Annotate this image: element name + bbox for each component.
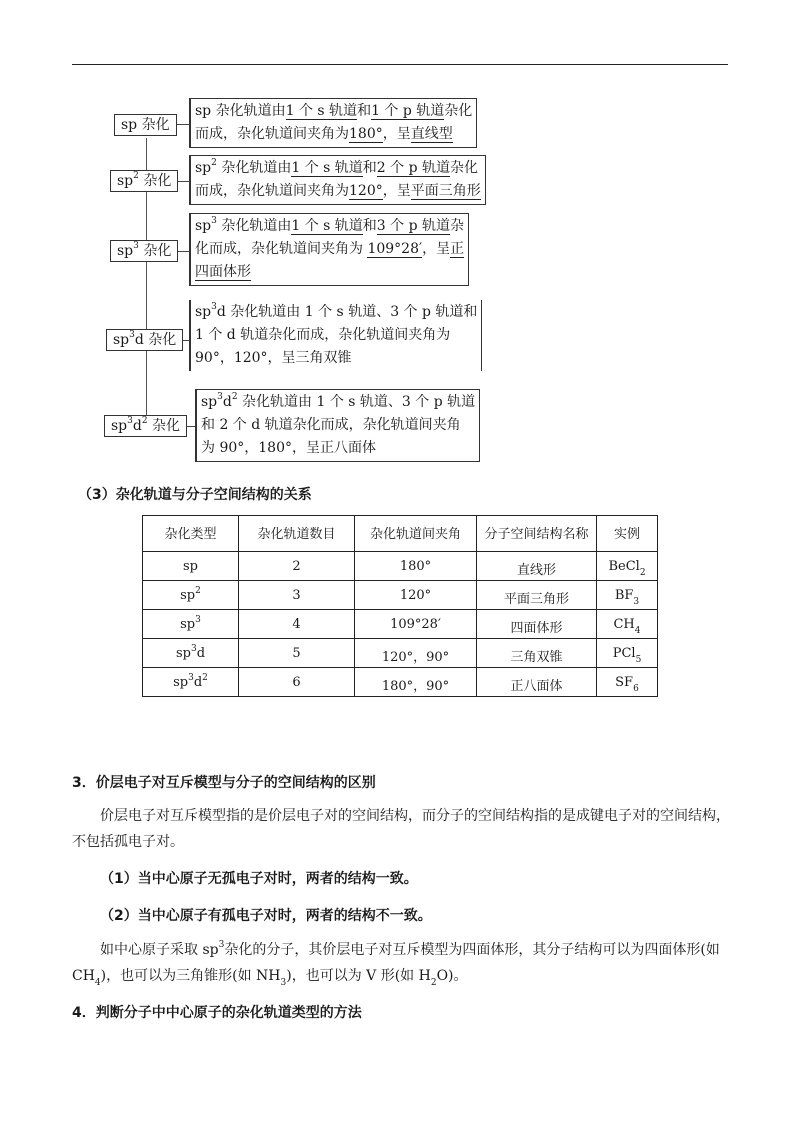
desc-line — [195, 238, 464, 261]
desc-box-sp3d — [189, 300, 482, 371]
label-mid: d — [132, 418, 142, 434]
type-text: sp — [173, 675, 189, 690]
sub: 4 — [94, 977, 101, 988]
text: CH — [72, 968, 95, 984]
cell-shape: 直线形 — [477, 552, 597, 581]
col-header: 实例 — [597, 516, 658, 552]
table-heading: （3）杂化轨道与分子空间结构的关系 — [78, 487, 312, 503]
hybridization-table — [142, 515, 658, 697]
example-text: BeCl — [608, 559, 640, 574]
desc-segment: 杂化轨道由 — [216, 160, 292, 176]
desc-segment: 3 — [211, 302, 217, 313]
example-text: SF — [615, 675, 634, 690]
table-row — [143, 552, 658, 581]
desc-segment: 3 — [211, 216, 217, 227]
example-text: BF — [614, 588, 634, 603]
cell-shape: 平面三角形 — [477, 581, 597, 610]
text: )，也可以为 V 形(如 H — [286, 968, 431, 984]
label-text: sp 杂化 — [121, 117, 170, 133]
type-text: sp — [183, 559, 198, 574]
desc-segment: 3 — [217, 392, 223, 403]
desc-segment: 109°28′ — [367, 241, 423, 257]
label-text: sp — [111, 418, 128, 434]
desc-segment: sp — [195, 160, 212, 176]
desc-line — [195, 123, 472, 146]
text: 如中心原子采取 sp — [100, 942, 219, 958]
desc-segment: sp 杂化轨道由 — [195, 103, 286, 119]
example-sub: 4 — [634, 625, 641, 636]
type-sup: 3 — [190, 643, 197, 654]
desc-segment: ，呈 — [382, 126, 411, 142]
desc-segment: 化而成，杂化轨道间夹角为 — [195, 241, 368, 257]
sub: 3 — [280, 977, 287, 988]
type-sup: 3 — [188, 672, 194, 683]
type-mid: d — [196, 646, 206, 661]
desc-segment: ，呈 — [382, 183, 411, 199]
type-text: sp — [180, 617, 196, 632]
sub: 2 — [430, 977, 437, 988]
desc-segment: 1 个 p 轨道 — [371, 103, 445, 119]
label-text: sp — [117, 243, 134, 259]
col-header: 分子空间结构名称 — [477, 516, 597, 552]
cell-angle: 120° — [355, 581, 477, 610]
cell-type — [143, 668, 239, 697]
col-header: 杂化轨道数目 — [239, 516, 355, 552]
cell-type — [143, 581, 239, 610]
cell-example — [597, 581, 658, 610]
example-sub: 2 — [639, 567, 646, 578]
cell-count: 6 — [239, 668, 355, 697]
label-text-end: 杂化 — [147, 418, 181, 434]
desc-segment: 杂 — [450, 218, 465, 234]
table-body — [143, 552, 658, 697]
type-sup: 3 — [195, 614, 201, 625]
example-text: PCl — [612, 646, 636, 661]
cell-count: 2 — [239, 552, 355, 581]
label-sup: 3 — [133, 241, 139, 252]
desc-segment: 杂化 — [450, 160, 479, 176]
desc-segment: 2 — [211, 158, 217, 169]
label-sup: 2 — [141, 416, 148, 427]
cell-example — [597, 668, 658, 697]
desc-segment: 120° — [349, 183, 383, 199]
label-text-end: 杂化 — [138, 173, 172, 189]
desc-line — [195, 347, 477, 370]
cell-angle: 109°28′ — [355, 610, 477, 639]
label-sp2 — [110, 170, 178, 192]
desc-box-sp — [189, 98, 477, 148]
desc-line — [195, 180, 481, 203]
label-sp3d2 — [104, 415, 187, 437]
type-text: sp — [175, 646, 191, 661]
desc-box-sp2 — [189, 155, 486, 205]
table-row — [143, 639, 658, 668]
desc-segment: 2 — [231, 392, 238, 403]
label-text-end: d 杂化 — [134, 332, 177, 348]
cell-angle: 180°，90° — [355, 668, 477, 697]
type-sup: 2 — [195, 585, 201, 596]
label-text: sp — [113, 332, 130, 348]
desc-line — [195, 261, 464, 284]
desc-segment: ，呈 — [422, 241, 451, 257]
desc-box-sp3 — [189, 213, 469, 286]
desc-segment: sp — [195, 218, 212, 234]
section-3-point-1: （1）当中心原子无孤电子对时，两者的结构一致。 — [100, 871, 418, 887]
cell-shape: 三角双锥 — [477, 639, 597, 668]
cell-example — [597, 552, 658, 581]
desc-segment: d 杂化轨道由 1 个 s 轨道、3 个 p 轨道和 — [216, 304, 478, 320]
sup: 3 — [218, 940, 225, 951]
desc-segment: 杂化轨道由 1 个 s 轨道、3 个 p 轨道 — [237, 394, 476, 410]
desc-segment: 平面三角形 — [410, 183, 481, 199]
desc-segment: 90°，120°，呈三角双锥 — [195, 350, 352, 366]
example-text: CH — [613, 617, 635, 632]
label-sp3d — [106, 329, 183, 351]
cell-count: 3 — [239, 581, 355, 610]
table-row — [143, 581, 658, 610]
example-sub: 3 — [633, 596, 640, 607]
desc-segment: 和 — [362, 160, 377, 176]
text: )，也可以为三角锥形(如 NH — [100, 968, 281, 984]
desc-segment: 和 — [362, 218, 377, 234]
cell-example — [597, 639, 658, 668]
example-sub: 6 — [633, 683, 639, 694]
section-3-para-line2: 不包括孤电子对。 — [72, 834, 184, 850]
cell-type — [143, 639, 239, 668]
cell-angle: 120°，90° — [355, 639, 477, 668]
cell-count: 4 — [239, 610, 355, 639]
label-sup: 3 — [129, 330, 135, 341]
table-header-row — [143, 516, 658, 552]
table-row — [143, 610, 658, 639]
desc-segment: 1 个 s 轨道 — [285, 103, 358, 119]
example-sub: 5 — [635, 654, 642, 665]
desc-line — [195, 157, 481, 180]
desc-line — [201, 437, 475, 460]
cell-angle: 180° — [355, 552, 477, 581]
col-header: 杂化轨道间夹角 — [355, 516, 477, 552]
cell-type — [143, 552, 239, 581]
desc-segment: 杂化轨道由 — [216, 218, 292, 234]
cell-example — [597, 610, 658, 639]
desc-segment: 180° — [349, 126, 383, 142]
desc-box-sp3d2 — [195, 389, 480, 462]
cell-shape: 正八面体 — [477, 668, 597, 697]
type-sup2: 2 — [202, 672, 208, 683]
cell-count: 5 — [239, 639, 355, 668]
label-sp — [114, 114, 177, 136]
section-3-para2-line1 — [100, 937, 720, 963]
desc-line — [195, 100, 472, 123]
connector — [176, 124, 190, 125]
text: 杂化的分子，其价层电子对互斥模型为四面体形，其分子结构可以为四面体形(如 — [224, 942, 720, 958]
desc-line — [195, 215, 464, 238]
section-3-point-2: （2）当中心原子有孤电子对时，两者的结构不一致。 — [100, 908, 432, 924]
desc-segment: 1 个 d 轨道杂化而成，杂化轨道间夹角为 — [195, 327, 451, 343]
desc-line — [201, 414, 475, 437]
desc-segment: 直线型 — [410, 126, 453, 142]
desc-segment: 而成，杂化轨道间夹角为 — [195, 183, 349, 199]
desc-segment: 而成，杂化轨道间夹角为 — [195, 126, 349, 142]
type-mid: d — [193, 675, 203, 690]
desc-segment: 1 个 s 轨道 — [291, 160, 363, 176]
section-3-para-line1: 价层电子对互斥模型指的是价层电子对的空间结构，而分子的空间结构指的是成键电子对的空间结构， — [100, 808, 730, 824]
label-sup: 3 — [127, 416, 133, 427]
label-text: sp — [117, 173, 134, 189]
desc-segment: sp — [201, 394, 218, 410]
desc-segment: sp — [195, 304, 212, 320]
section-3-title: 3．价层电子对互斥模型与分子的空间结构的区别 — [72, 775, 376, 791]
desc-segment: d — [222, 394, 232, 410]
label-sup: 2 — [133, 171, 139, 182]
desc-segment: 为 90°，180°，呈正八面体 — [201, 440, 376, 456]
desc-segment: 和 — [357, 103, 372, 119]
section-4-title: 4．判断分子中中心原子的杂化轨道类型的方法 — [72, 1005, 362, 1021]
cell-type — [143, 610, 239, 639]
section-3-para2-line2 — [72, 963, 468, 989]
cell-shape: 四面体形 — [477, 610, 597, 639]
desc-line — [195, 301, 477, 324]
desc-segment: 杂化 — [444, 103, 473, 119]
desc-segment: 四面体形 — [195, 264, 251, 280]
desc-segment: 1 个 s 轨道 — [291, 218, 363, 234]
label-text-end: 杂化 — [138, 243, 172, 259]
hybridization-diagram — [0, 0, 800, 470]
desc-line — [195, 324, 477, 347]
table-row — [143, 668, 658, 697]
desc-segment: 3 个 p 轨道 — [376, 218, 451, 234]
col-header: 杂化类型 — [143, 516, 239, 552]
desc-segment: 正 — [450, 241, 465, 257]
desc-segment: 2 个 p 轨道 — [376, 160, 451, 176]
text: O)。 — [436, 968, 468, 984]
desc-line — [201, 391, 475, 414]
desc-segment: 和 2 个 d 轨道杂化而成，杂化轨道间夹角 — [201, 417, 461, 433]
label-sp3 — [110, 240, 178, 262]
type-text: sp — [180, 588, 196, 603]
